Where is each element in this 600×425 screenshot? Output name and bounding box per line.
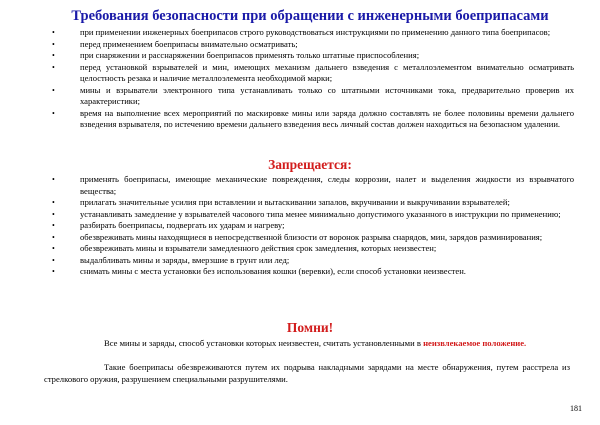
emphasis-text: неизвлекаемое положение. [423, 338, 527, 348]
bullet-icon: • [52, 39, 55, 49]
list-item: • разбирать боеприпасы, подвергать их ударам и нагреву; [52, 220, 285, 230]
requirements-list [44, 27, 574, 131]
page-number: 181 [570, 404, 582, 413]
list-item: • прилагать значительные усилия при вставлении и вытаскивании запалов, вкручивании и выкручивании взрывателей; [52, 197, 510, 207]
list-item: • перед установкой взрывателей и мин, имеющих механизм дальнего взведения с металлоэлементом внимательно осматривать целостность резака и наличие металлоэлемента необходимой марки; [52, 61, 574, 83]
bullet-icon: • [52, 62, 55, 72]
list-item: • устанавливать замедление у взрывателей часового типа менее минимально допустимого указанного в инструкции по применению; [52, 208, 561, 219]
bullet-icon: • [52, 209, 55, 219]
bullet-icon: • [52, 175, 55, 184]
list-item: • обезвреживать мины и взрыватели замедленного действия срок замедления, которых неизвестен; [52, 243, 437, 253]
bullet-icon: • [52, 85, 55, 95]
bullet-icon: • [52, 255, 55, 265]
paragraph-disposal: Такие боеприпасы обезвреживаются путем их подрыва накладными зарядами на месте обнаружения, путем расстрела из стрелкового оружия, разрушением специальными разрушителями. [44, 362, 570, 384]
list-item: • применять боеприпасы, имеющие механические повреждения, следы коррозии, налет и выделения жидкости из взрывчатого вещества; [52, 174, 574, 196]
forbidden-heading: Запрещается: [268, 157, 352, 172]
bullet-icon: • [52, 221, 55, 230]
list-item: • мины и взрыватели электронного типа устанавливать только со штатными источниками тока, предварительно проверив их характеристики; [52, 84, 574, 106]
list-item: • перед применением боеприпасы внимательно осматривать; [52, 38, 298, 49]
bullet-icon: • [52, 198, 55, 207]
list-item: • время на выполнение всех мероприятий по маскировке мины или заряда должно составлять не более половины времени дальнего взведения взрывателя, по истечению времени дальнего взведения весь личный состав должен находиться на безопасном удалении. [52, 107, 574, 129]
bullet-icon: • [52, 232, 55, 242]
bullet-icon: • [52, 108, 55, 118]
forbidden-list [44, 174, 574, 278]
list-item: • при снаряжении и расснаряжении боеприпасов применять только штатные приспособления; [52, 50, 420, 60]
bullet-icon: • [52, 28, 55, 37]
list-item: • выдалбливать мины и заряды, вмерзшие в грунт или лед; [52, 254, 290, 265]
remember-heading: Помни! [286, 320, 334, 335]
bullet-icon: • [52, 244, 55, 253]
list-item: • при применении инженерных боеприпасов строго руководствоваться инструкциями по применению данного типа боеприпасов; [52, 27, 551, 37]
list-item: • обезвреживать мины находящиеся в непосредственной близости от воронок разрыва снарядов, мин, зарядов разминирования; [52, 231, 543, 242]
bullet-icon: • [52, 51, 55, 60]
page-title: Требования безопасности при обращении с инженерными боеприпасами [71, 8, 549, 24]
list-item: • снимать мины с места установки без использования кошки (веревки), если способ установки неизвестен. [52, 266, 466, 276]
paragraph-unknown-mines: Все мины и заряды, способ установки которых неизвестен, считать установленными в неизвлекаемое положение. [104, 338, 527, 348]
bullet-icon: • [52, 267, 55, 276]
